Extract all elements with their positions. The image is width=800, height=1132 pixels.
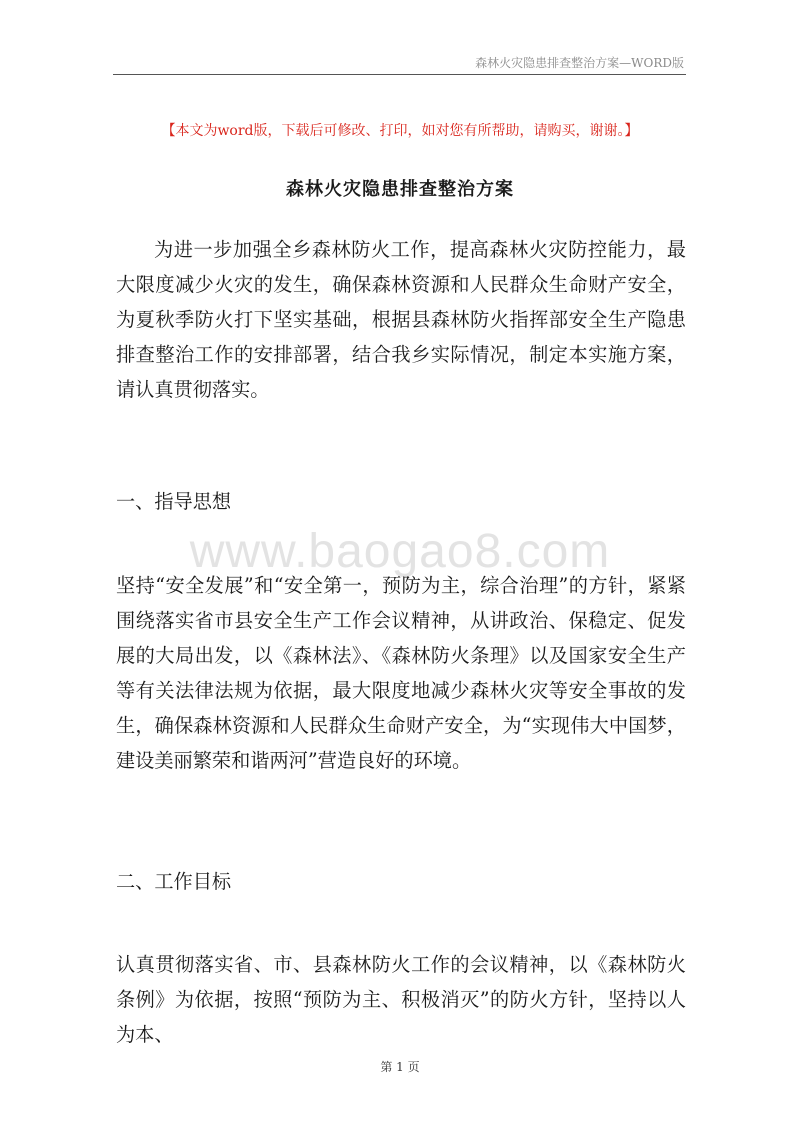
watermark: www.baogao8.com	[189, 525, 611, 578]
document-title: 森林火灾隐患排查整治方案	[286, 179, 514, 200]
section-heading-work-goals: 二、工作目标	[116, 870, 232, 893]
running-header: 森林火灾隐患排查整治方案—WORD版	[475, 56, 684, 70]
section-heading-guiding-ideology: 一、指导思想	[116, 490, 232, 513]
intro-paragraph: 为进一步加强全乡森林防火工作，提高森林火灾防控能力，最大限度减少火灾的发生，确保森林资源和人民群众生命财产安全，为夏秋季防火打下坚实基础，根据县森林防火指挥部安全生产隐患排查整治工作的安排部署，结合我乡实际情况，制定本实施方案，请认真贯彻落实。	[116, 238, 686, 401]
guiding-ideology-paragraph: 坚持“安全发展”和“安全第一，预防为主，综合治理”的方针，紧紧围绕落实省市县安全生产工作会议精神，从讲政治、保稳定、促发展的大局出发，以《森林法》、《森林防火条理》以及国家安全生产等有关法律法规为依据，最大限度地减少森林火灾等安全事故的发生，确保森林资源和人民群众生命财产安全，为“实现伟大中国梦，建设美丽繁荣和谐两河”营造良好的环境。	[116, 574, 686, 772]
header-divider	[113, 74, 686, 75]
work-goals-paragraph: 认真贯彻落实省、市、县森林防火工作的会议精神，以《森林防火条例》为依据，按照“预防为主、积极消灭”的防火方针，坚持以人为本、	[116, 953, 686, 1046]
page-number: 第 1 页	[380, 1060, 420, 1074]
purchase-notice: 【本文为word版，下载后可修改、打印，如对您有所帮助，请购买，谢谢。】	[161, 123, 639, 139]
